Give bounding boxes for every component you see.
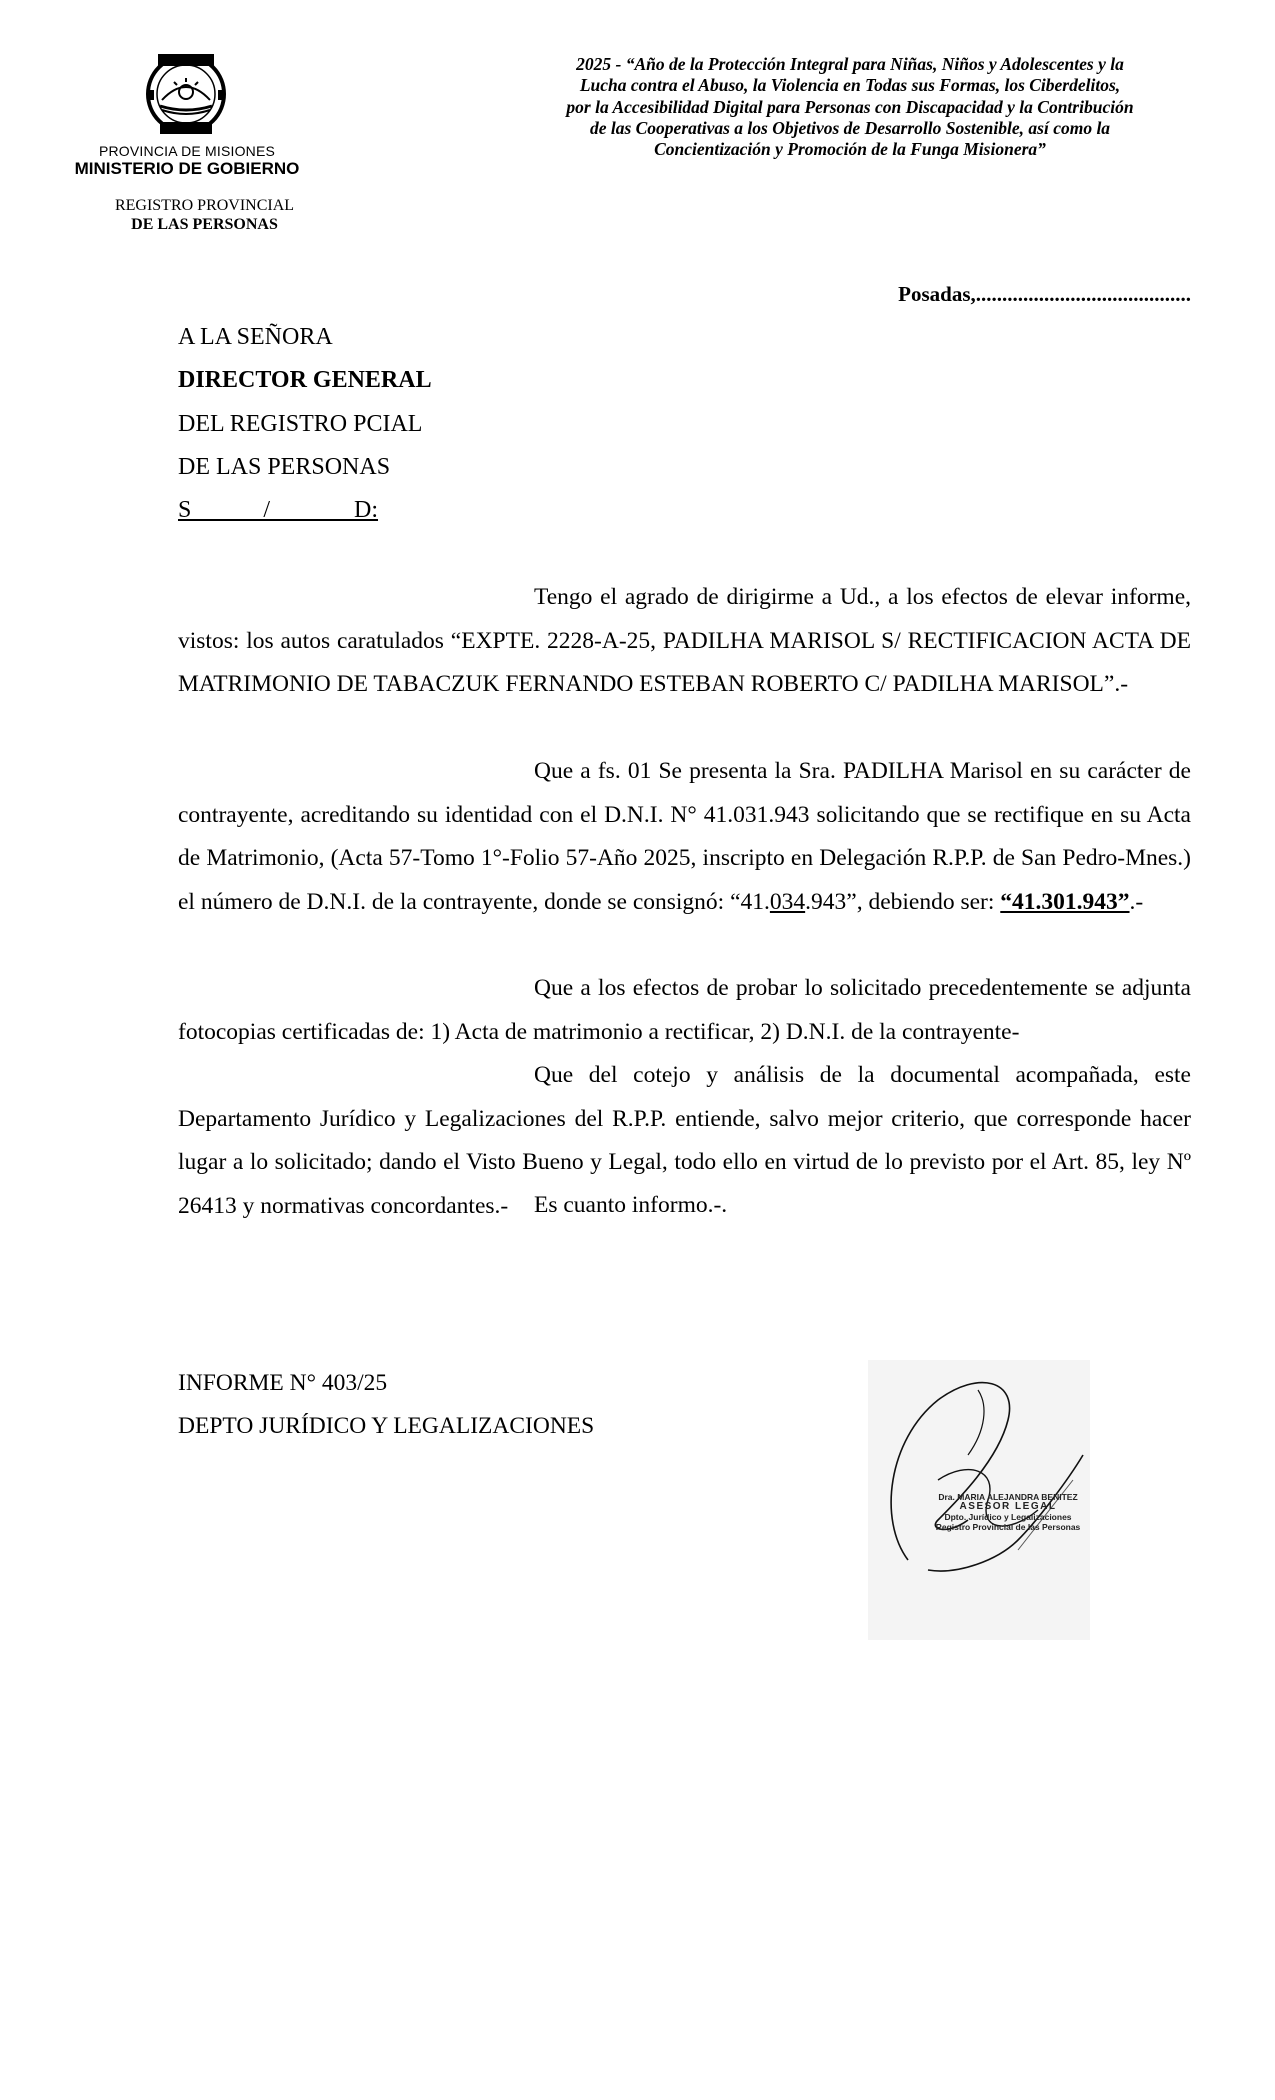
ministry-name: MINISTERIO DE GOBIERNO (74, 159, 300, 178)
paragraph-request (178, 750, 1191, 924)
paragraph-text: Tengo el agrado de dirigirme a Ud., a los efectos de elevar informe, vistos: los autos caratulados “EXPTE. 2228-A-25, PADILHA MARISOL S/ RECTIFICACION ACTA DE MATRIMONIO DE TABACZUK FERNANDO ESTEBAN ROBERTO C/ PADILHA MARISOL”.- (178, 584, 1191, 697)
department-name: DEPTO JURÍDICO Y LEGALIZACIONES (178, 1413, 595, 1439)
paragraph-text: Que del cotejo y análisis de la documental acompañada, este Departamento Jurídico y Legalizaciones del R.P.P. entiende, salvo mejor criterio, que corresponde hacer lugar a lo solicitado; dando el Visto Bueno y Legal, todo ello en virtud de lo previsto por el Art. 85, ley Nº 26413 y normativas concordantes.- (178, 1062, 1191, 1219)
paragraph-closing (178, 1184, 1191, 1228)
paragraph-intro (178, 576, 1191, 707)
signature-stamp (928, 1492, 1088, 1532)
addressee-title: DIRECTOR GENERAL (178, 367, 432, 393)
request-text: Que a fs. 01 Se presenta la Sra. PADILHA Marisol en su carácter de contrayente, acreditando su identidad con el D.N.I. N° 41.031.943 solicitando que se rectifique en su Acta de Matrimonio, (Acta 57-Tomo 1°-Folio 57-Año 2025, inscripto en Delegación R.P.P. de San Pedro-Mnes.) el número de D.N.I. de la contrayente, donde se consignó: (178, 758, 1191, 915)
stamp-name: Dra. MARIA ALEJANDRA BENITEZ (938, 1492, 1078, 1502)
paragraph-evidence (178, 967, 1191, 1054)
correct-dni: “41.301.943” (1000, 888, 1130, 915)
wrong-dni-prefix: “41. (730, 888, 770, 915)
motto-line: por la Accesibilidad Digital para Personas con Discapacidad y la Contribución (566, 96, 1134, 117)
paragraph-text: Que a los efectos de probar lo solicitado precedentemente se adjunta fotocopias certificadas de: 1) Acta de matrimonio a rectificar, 2) D.N.I. de la contrayente- (178, 975, 1191, 1045)
addressee-sd: S / D: (178, 497, 379, 523)
stamp-department: Dpto. Jurídico y Legalizaciones (944, 1512, 1072, 1522)
paragraph-text: Es cuanto informo.-. (534, 1192, 728, 1218)
provincial-seal-icon (140, 52, 232, 136)
paragraph-text (178, 750, 1191, 924)
place-date: Posadas,......................................... (898, 282, 1191, 306)
motto-line: Concientización y Promoción de la Funga Misionera” (654, 139, 1046, 160)
registry-name-line1: REGISTRO PROVINCIAL (114, 197, 295, 214)
stamp-role: ASESOR LEGAL (959, 1501, 1057, 1512)
year-motto (490, 54, 1210, 160)
registry-name-line2: DE LAS PERSONAS (131, 216, 278, 233)
report-number: INFORME N° 403/25 (178, 1370, 388, 1396)
stamp-registry: Registro Provincial de las Personas (935, 1522, 1081, 1532)
motto-line: de las Cooperativas a los Objetivos de Desarrollo Sostenible, así como la (589, 117, 1111, 138)
addressee-line3: DEL REGISTRO PCIAL (178, 411, 423, 437)
wrong-dni-digits: 034 (769, 888, 806, 915)
request-end: .- (1129, 888, 1144, 915)
addressee-line4: DE LAS PERSONAS (178, 454, 391, 480)
motto-line: 2025 - “Año de la Protección Integral para Niñas, Niños y Adolescentes y la (576, 54, 1124, 74)
motto-line: Lucha contra el Abuso, la Violencia en Todas sus Formas, los Ciberdelitos, (579, 75, 1121, 96)
addressee-line1: A LA SEÑORA (178, 324, 333, 350)
province-name: PROVINCIA DE MISIONES (98, 143, 276, 159)
wrong-dni-suffix: .943”, debiendo ser: (805, 888, 1001, 915)
